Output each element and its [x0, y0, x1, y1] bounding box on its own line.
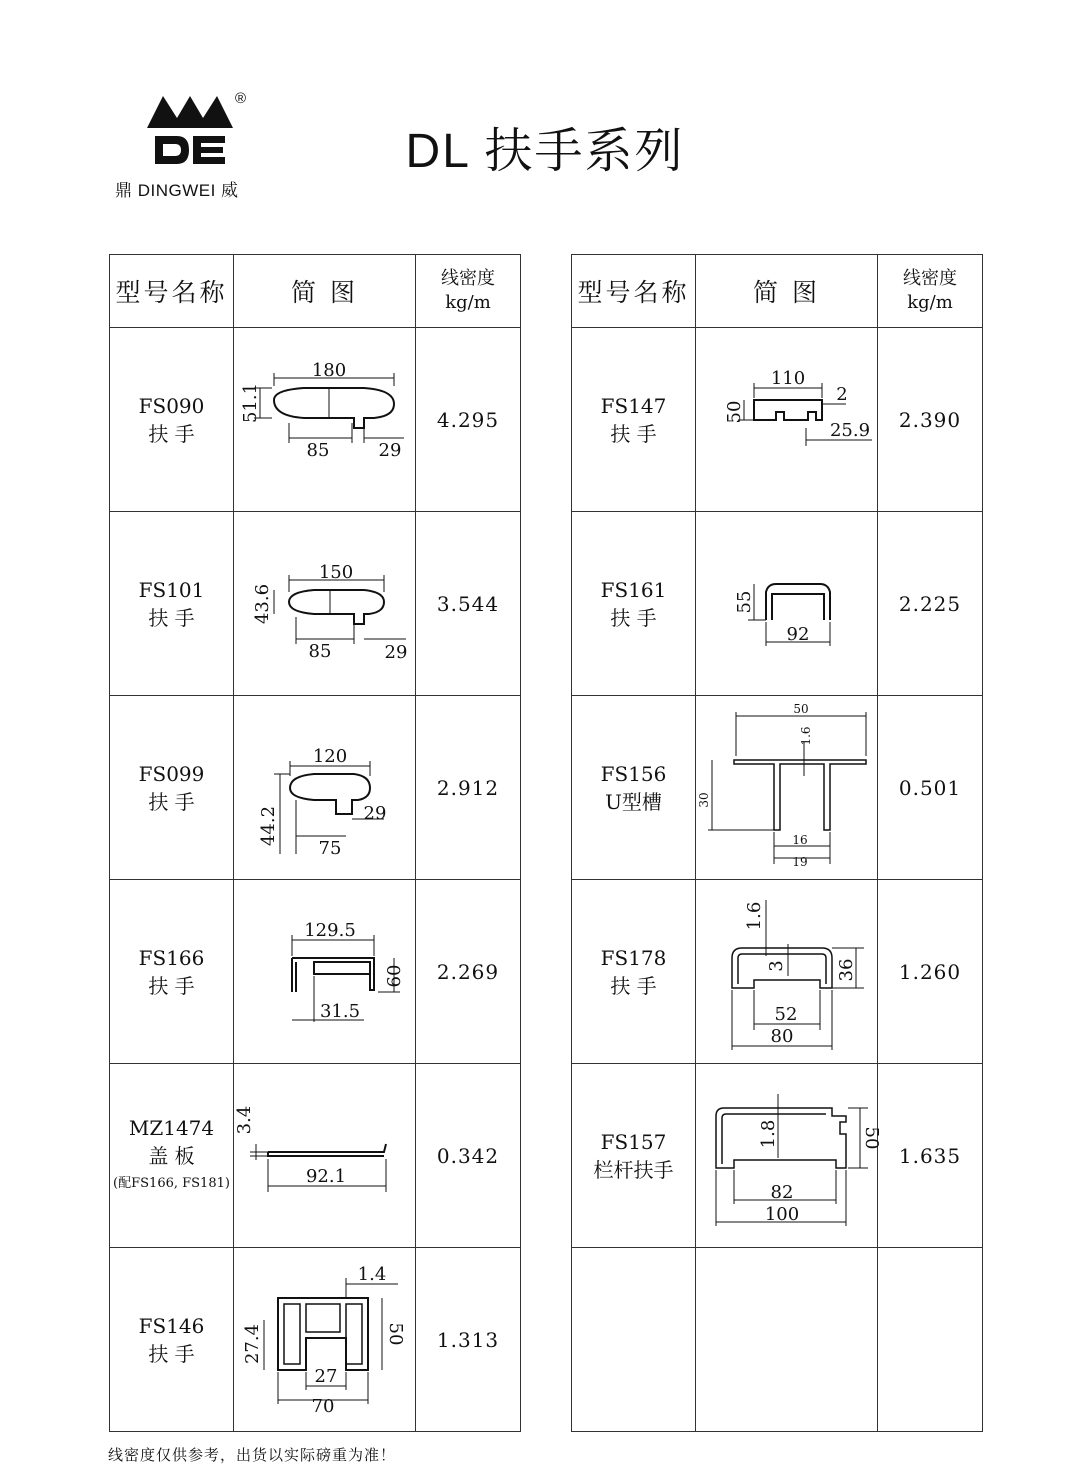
sketch-cell — [234, 880, 416, 1064]
dim-label: 120 — [312, 746, 348, 767]
model-desc: 扶 手 — [148, 421, 195, 446]
dim-label: 51.1 — [240, 382, 261, 424]
header-model: 型号名称 — [110, 255, 234, 328]
dim-label: 70 — [311, 1396, 335, 1417]
model-cell — [110, 1248, 234, 1432]
registered-mark: ® — [235, 90, 247, 107]
model-cell — [110, 512, 234, 696]
dim-label: 82 — [770, 1182, 794, 1203]
empty-cell — [572, 1248, 696, 1432]
table-row — [110, 1248, 521, 1432]
dim-label: 43.6 — [252, 583, 273, 625]
sketch-cell — [234, 1248, 416, 1432]
density-value: 0.342 — [416, 1064, 521, 1248]
dim-label: 30 — [697, 792, 711, 808]
dim-label: 150 — [318, 562, 354, 583]
model-code: FS156 — [600, 761, 667, 786]
model-code: FS161 — [600, 577, 667, 602]
sketch-cell — [696, 880, 878, 1064]
table-row — [110, 328, 521, 512]
header-model: 型号名称 — [572, 255, 696, 328]
sketch-cell — [234, 696, 416, 880]
model-desc: 扶 手 — [148, 789, 195, 814]
dim-label: 3.4 — [234, 1105, 255, 1135]
empty-cell — [696, 1248, 878, 1432]
product-table-right — [571, 254, 983, 1432]
sketch-cell — [696, 1064, 882, 1248]
model-cell — [572, 328, 696, 512]
dim-label: 1.8 — [758, 1119, 779, 1149]
model-code: FS178 — [600, 945, 667, 970]
model-cell — [110, 880, 234, 1064]
dim-label: 27 — [314, 1366, 338, 1387]
model-cell — [110, 1064, 234, 1248]
table-row — [110, 512, 521, 696]
dim-label: 36 — [836, 958, 857, 982]
header-density — [416, 255, 521, 328]
density-value: 3.544 — [416, 512, 521, 696]
model-code: FS090 — [138, 393, 205, 418]
model-desc: 扶 手 — [610, 605, 657, 630]
model-desc: 扶 手 — [610, 973, 657, 998]
density-value: 2.225 — [878, 512, 983, 696]
profile-sketch-fs161 — [696, 512, 878, 695]
model-code: FS157 — [600, 1129, 667, 1154]
model-note: (配FS166, FS181) — [113, 1175, 230, 1191]
table-row-empty — [572, 1248, 983, 1432]
brand-name: 鼎 DINGWEI 威 — [115, 181, 239, 200]
dim-label: 50 — [724, 400, 745, 424]
dim-label: 50 — [385, 1322, 406, 1346]
dim-label: 1.6 — [744, 901, 765, 931]
dim-label: 85 — [308, 641, 332, 662]
density-value: 1.635 — [878, 1064, 983, 1248]
dim-label: 1.6 — [799, 726, 813, 746]
density-value: 2.269 — [416, 880, 521, 1064]
table-row — [572, 328, 983, 512]
profile-sketch-fs156 — [696, 696, 878, 879]
dim-label: 50 — [793, 702, 809, 716]
model-desc: 扶 手 — [148, 605, 195, 630]
profile-sketch-fs166 — [234, 880, 416, 1063]
table-row — [572, 696, 983, 880]
model-code: MZ1474 — [128, 1115, 215, 1140]
dim-label: 1.4 — [357, 1264, 387, 1285]
header-density-title: 线密度 — [441, 268, 495, 289]
dim-label: 19 — [792, 855, 808, 869]
dim-label: 44.2 — [258, 805, 279, 847]
model-code: FS146 — [138, 1313, 205, 1338]
model-desc: 扶 手 — [148, 1341, 195, 1366]
model-desc: 盖 板 — [148, 1143, 195, 1168]
product-table-left — [109, 254, 521, 1432]
dim-label: 2 — [836, 384, 848, 405]
footer-note: 线密度仅供参考，出货以实际磅重为准！ — [108, 1446, 397, 1464]
dim-label: 31.5 — [319, 1001, 361, 1022]
model-cell — [572, 512, 696, 696]
empty-cell — [878, 1248, 983, 1432]
density-value: 1.313 — [416, 1248, 521, 1432]
dim-label: 29 — [363, 803, 387, 824]
dim-label: 110 — [770, 368, 806, 389]
dim-label: 16 — [792, 833, 808, 847]
density-value: 0.501 — [878, 696, 983, 880]
profile-sketch-fs146 — [234, 1248, 416, 1431]
dim-label: 25.9 — [829, 420, 871, 441]
model-desc: 扶 手 — [148, 973, 195, 998]
dim-label: 85 — [306, 440, 330, 461]
table-row — [572, 880, 983, 1064]
profile-sketch-fs157 — [696, 1064, 882, 1247]
dim-label: 3 — [766, 960, 787, 972]
sketch-cell — [696, 696, 878, 880]
model-desc: 扶 手 — [610, 421, 657, 446]
dim-label: 129.5 — [304, 920, 356, 941]
profile-sketch-fs101 — [234, 512, 416, 695]
sketch-cell — [696, 328, 878, 512]
profile-sketch-fs099 — [234, 696, 416, 879]
table-row — [110, 880, 521, 1064]
model-desc: 栏杆扶手 — [593, 1157, 674, 1182]
dim-label: 55 — [734, 590, 755, 614]
header-sketch: 简 图 — [696, 255, 878, 328]
dim-label: 50 — [861, 1126, 882, 1150]
sketch-cell — [234, 328, 416, 512]
dim-label: 80 — [770, 1026, 794, 1047]
dim-label: 52 — [774, 1004, 798, 1025]
dim-label: 29 — [384, 642, 408, 663]
model-cell — [572, 880, 696, 1064]
model-cell — [572, 1064, 696, 1248]
header-density-title: 线密度 — [903, 268, 957, 289]
model-cell — [110, 328, 234, 512]
profile-sketch-mz1474 — [234, 1064, 416, 1247]
table-row — [572, 512, 983, 696]
sketch-cell — [234, 1064, 416, 1248]
header-density — [878, 255, 983, 328]
dim-label: 60 — [384, 964, 405, 988]
model-code: FS099 — [138, 761, 205, 786]
header-density-unit: kg/m — [445, 292, 491, 313]
model-code: FS101 — [138, 577, 205, 602]
header-density-unit: kg/m — [907, 292, 953, 313]
density-value: 2.390 — [878, 328, 983, 512]
dim-label: 92.1 — [305, 1166, 347, 1187]
model-code: FS166 — [138, 945, 205, 970]
dim-label: 100 — [764, 1204, 800, 1225]
model-cell — [572, 696, 696, 880]
dim-label: 27.4 — [242, 1323, 263, 1365]
dim-label: 75 — [318, 838, 342, 859]
density-value: 2.912 — [416, 696, 521, 880]
model-code: FS147 — [600, 393, 667, 418]
profile-sketch-fs090 — [234, 328, 416, 511]
profile-sketch-fs178 — [696, 880, 878, 1063]
sketch-cell — [234, 512, 416, 696]
model-desc: U型槽 — [605, 789, 662, 814]
model-cell — [110, 696, 234, 880]
table-row — [110, 1064, 521, 1248]
dim-label: 29 — [378, 440, 402, 461]
dim-label: 92 — [786, 624, 810, 645]
page-title: DL 扶手系列 — [405, 125, 685, 178]
header-sketch: 简 图 — [234, 255, 416, 328]
density-value: 1.260 — [878, 880, 983, 1064]
profile-sketch-fs147 — [696, 328, 878, 511]
density-value: 4.295 — [416, 328, 521, 512]
sketch-cell — [696, 512, 878, 696]
dim-label: 180 — [311, 360, 347, 381]
table-row — [572, 1064, 983, 1248]
table-row — [110, 696, 521, 880]
